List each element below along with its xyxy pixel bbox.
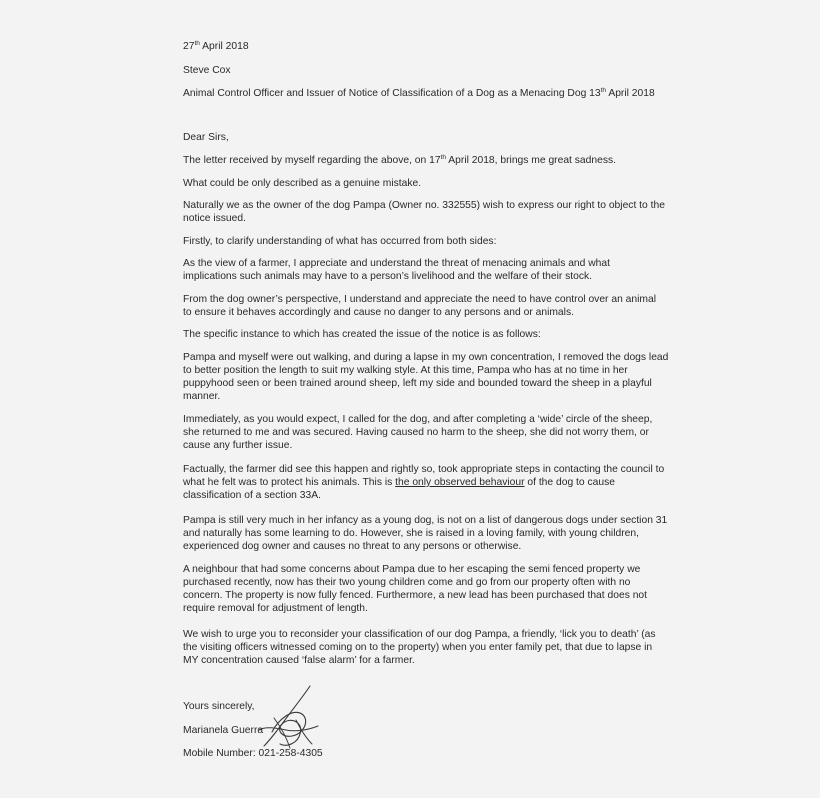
salutation: Dear Sirs, — [183, 132, 229, 143]
paragraph-3-line: notice issued. — [183, 213, 246, 224]
paragraph-2: What could be only described as a genuine mistake. — [183, 178, 422, 189]
paragraph-1: The letter received by myself regarding the above, on 17th April 2018, brings me great sadness. — [183, 154, 616, 166]
paragraph-13-line: the visiting officers witnessed coming on to the property) when you enter family pet, that due to lapse in — [183, 642, 653, 653]
paragraph-13-line: We wish to urge you to reconsider your classification of our dog Pampa, a friendly, ‘lick you to death’ (as — [183, 629, 656, 640]
paragraph-6-line: to ensure it behaves accordingly and cause no danger to any persons and or animals. — [183, 307, 574, 318]
valediction: Yours sincerely, — [183, 701, 255, 712]
paragraph-11-line: and naturally has some learning to do. However, she is raised in a loving family, with young children, — [183, 528, 639, 539]
paragraph-12-line: A neighbour that had some concerns about Pampa due to her escaping the semi fenced property we — [183, 564, 641, 575]
paragraph-9-line: Immediately, as you would expect, I called for the dog, and after completing a ‘wide’ circle of the sheep, — [183, 414, 653, 425]
paragraph-8-line: manner. — [183, 391, 221, 402]
paragraph-12-line: concern. The property is now fully fenced. Furthermore, a new lead has been purchased that does not — [183, 590, 648, 601]
paragraph-3-line: Naturally we as the owner of the dog Pampa (Owner no. 332555) wish to express our right to object to the — [183, 200, 665, 211]
paragraph-9-line: cause any further issue. — [183, 440, 293, 451]
letter-subject: Animal Control Officer and Issuer of Notice of Classification of a Dog as a Menacing Dog 13th April 2018 — [183, 87, 655, 99]
paragraph-8-line: to better position the length to suit my walking style. At this time, Pampa who has at no time in her — [183, 365, 628, 376]
paragraph-8-line: puppyhood seen or been trained around sheep, left my side and bounded toward the sheep in a playful — [183, 378, 652, 389]
paragraph-10-line: classification of a section 33A. — [183, 490, 321, 501]
paragraph-8-line: Pampa and myself were out walking, and during a lapse in my own concentration, I removed the dogs lead — [183, 352, 669, 363]
signatory-name: Marianela Guerra — [183, 725, 264, 736]
mobile-number: Mobile Number: 021-258-4305 — [183, 748, 323, 759]
paragraph-11-line: experienced dog owner and causes no threat to any persons or otherwise. — [183, 541, 522, 552]
paragraph-12-line: require removal for adjustment of length. — [183, 603, 368, 614]
handwritten-signature — [252, 684, 322, 752]
recipient-name: Steve Cox — [183, 65, 231, 76]
paragraph-11-line: Pampa is still very much in her infancy as a young dog, is not on a list of dangerous dogs under section 31 — [183, 515, 668, 526]
paragraph-4: Firstly, to clarify understanding of what has occurred from both sides: — [183, 236, 497, 247]
paragraph-10-line: what he felt was to protect his animals. This is the only observed behaviour of the dog to cause — [183, 477, 615, 488]
paragraph-10-line: Factually, the farmer did see this happen and rightly so, took appropriate steps in contacting the council to — [183, 464, 665, 475]
paragraph-9-line: she returned to me and was secured. Having caused no harm to the sheep, she did not worry them, or — [183, 427, 649, 438]
underlined-phrase: the only observed behaviour — [395, 477, 525, 488]
paragraph-7: The specific instance to which has created the issue of the notice is as follows: — [183, 329, 541, 340]
paragraph-5-line: As the view of a farmer, I appreciate and understand the threat of menacing animals and what — [183, 258, 610, 269]
paragraph-5-line: implications such animals may have to a person’s livelihood and the welfare of their stock. — [183, 271, 593, 282]
paragraph-13-line: MY concentration caused ‘false alarm’ for a farmer. — [183, 655, 415, 666]
paragraph-12-line: purchased recently, now has their two young children come and go from our property often with no — [183, 577, 631, 588]
letter-date: 27th April 2018 — [183, 40, 249, 52]
paragraph-6-line: From the dog owner’s perspective, I understand and appreciate the need to have control over an animal — [183, 294, 656, 305]
